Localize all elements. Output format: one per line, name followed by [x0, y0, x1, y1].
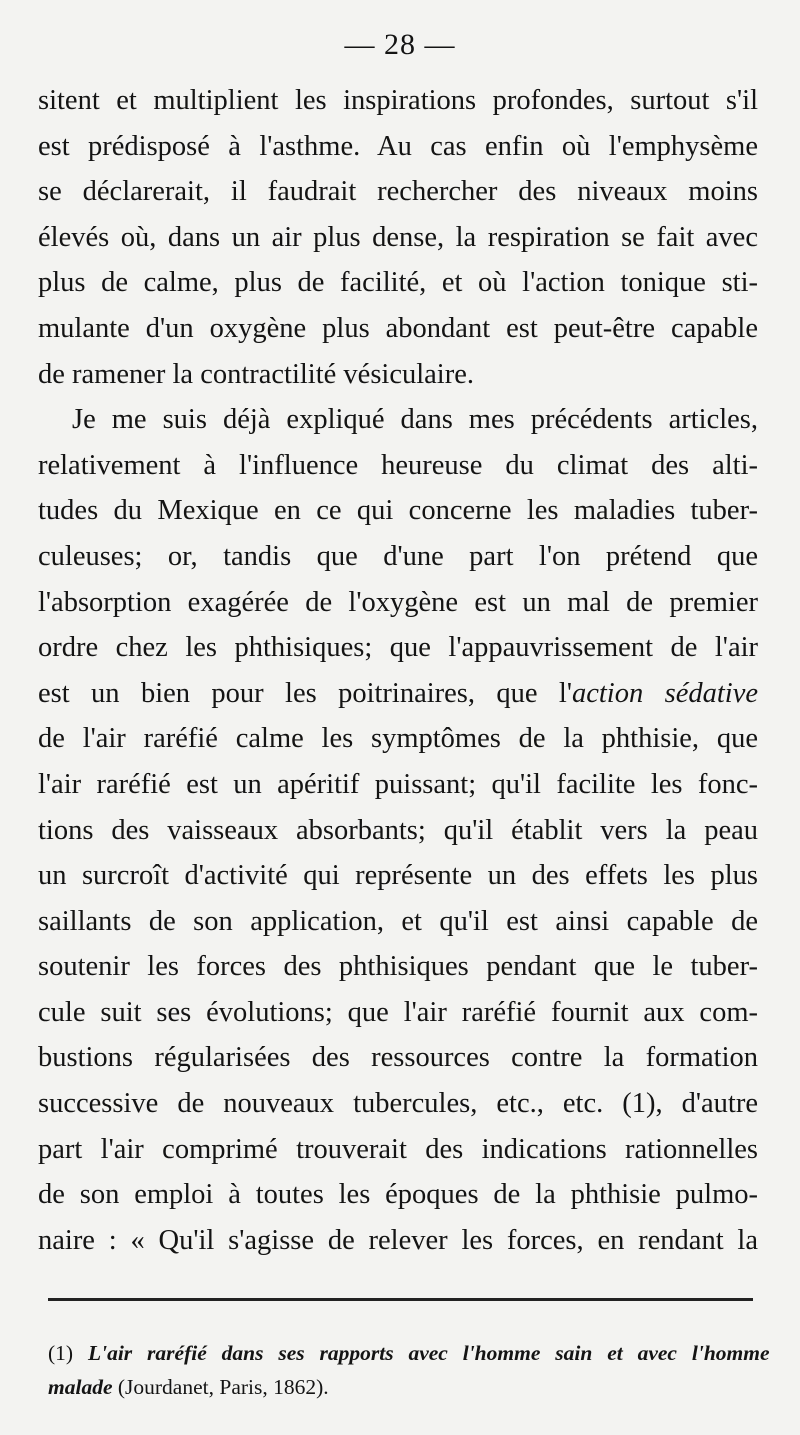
text-line [38, 397, 758, 443]
text-line-content: saillants de son application, et qu'il est ainsi capable de [38, 905, 758, 937]
text-line-content: se déclarerait, il faudrait rechercher des niveaux moins [38, 176, 758, 208]
page-number: — 28 — [344, 28, 456, 61]
text-line [38, 1127, 758, 1173]
text-line-content: relativement à l'influence heureuse du climat des alti- [38, 449, 758, 481]
footnote-title-cont: malade [48, 1375, 113, 1399]
text-line-content: bustions régularisées des ressources contre la formation [38, 1042, 758, 1074]
text-line-content: culeuses; or, tandis que d'une part l'on prétend que [38, 540, 758, 572]
text-line [38, 1081, 758, 1127]
text-line [38, 944, 758, 990]
text-line-content: tudes du Mexique en ce qui concerne les maladies tuber- [38, 495, 758, 527]
text-line-content: cule suit ses évolutions; que l'air raréfié fournit aux com- [38, 996, 758, 1028]
text-line-content: ordre chez les phthisiques; que l'appauvrissement de l'air [38, 632, 758, 664]
text-line-content: Je me suis déjà expliqué dans mes précédents articles, [72, 404, 758, 436]
text-line [38, 1218, 758, 1264]
italic-phrase: action sédative [571, 677, 758, 709]
text-line-content: part l'air comprimé trouverait des indications rationnelles [38, 1133, 758, 1165]
text-line [38, 899, 758, 945]
text-line [38, 260, 758, 306]
text-line [38, 1035, 758, 1081]
text-line [38, 78, 758, 124]
text-line-content: tions des vaisseaux absorbants; qu'il établit vers la peau [38, 814, 758, 846]
text-line [38, 580, 758, 626]
text-line-content: est prédisposé à l'asthme. Au cas enfin où l'emphysème [38, 130, 758, 162]
text-line-content: plus de calme, plus de facilité, et où l'action tonique sti- [38, 267, 758, 299]
text-line [38, 716, 758, 762]
text-line-part: est un bien pour les poitrinaires, que l' [38, 677, 572, 709]
text-line [38, 534, 758, 580]
footnote-rule [48, 1298, 753, 1301]
text-line-content: de son emploi à toutes les époques de la phthisie pulmo- [38, 1179, 758, 1211]
footnote-citation: (Jourdanet, Paris, 1862). [117, 1375, 329, 1399]
text-line-content: successive de nouveaux tubercules, etc., etc. (1), d'autre [38, 1088, 758, 1120]
body-text [38, 78, 758, 1263]
text-line [38, 625, 758, 671]
footnote-marker: (1) [48, 1341, 74, 1365]
footnote-line-content [48, 1336, 770, 1370]
text-line [38, 853, 758, 899]
text-line-content: soutenir les forces des phthisiques pendant que le tuber- [38, 951, 758, 983]
text-line-content: l'air raréfié est un apéritif puissant; qu'il facilite les fonc- [38, 768, 758, 800]
text-line-content: élevés où, dans un air plus dense, la respiration se fait avec [38, 221, 758, 253]
text-line-content: l'absorption exagérée de l'oxygène est un mal de premier [38, 586, 758, 618]
text-line [38, 990, 758, 1036]
text-line [38, 215, 758, 261]
text-line [38, 169, 758, 215]
footnote-title: L'air raréfié dans ses rapports avec l'homme sain et avec l'homme [87, 1341, 770, 1365]
footnote-line [48, 1370, 760, 1404]
footnote-line-content [48, 1370, 329, 1404]
text-line [38, 1172, 758, 1218]
footnote [48, 1336, 770, 1404]
footnote-line [48, 1336, 770, 1370]
text-line [38, 124, 758, 170]
text-line-content: de ramener la contractilité vésiculaire. [38, 358, 474, 390]
text-line-content: sitent et multiplient les inspirations profondes, surtout s'il [38, 85, 758, 116]
text-line-content: un surcroît d'activité qui représente un des effets les plus [38, 860, 758, 892]
text-line-content: de l'air raréfié calme les symptômes de la phthisie, que [38, 723, 758, 755]
text-line-content [38, 671, 758, 717]
text-line-content: mulante d'un oxygène plus abondant est peut-être capable [38, 312, 758, 344]
text-line [38, 808, 758, 854]
text-line [38, 671, 758, 717]
text-line [38, 443, 758, 489]
text-line [38, 306, 758, 352]
text-line [38, 488, 758, 534]
text-line [38, 352, 758, 398]
text-line-content: naire : « Qu'il s'agisse de relever les forces, en rendant la [38, 1224, 758, 1256]
text-line [38, 762, 758, 808]
